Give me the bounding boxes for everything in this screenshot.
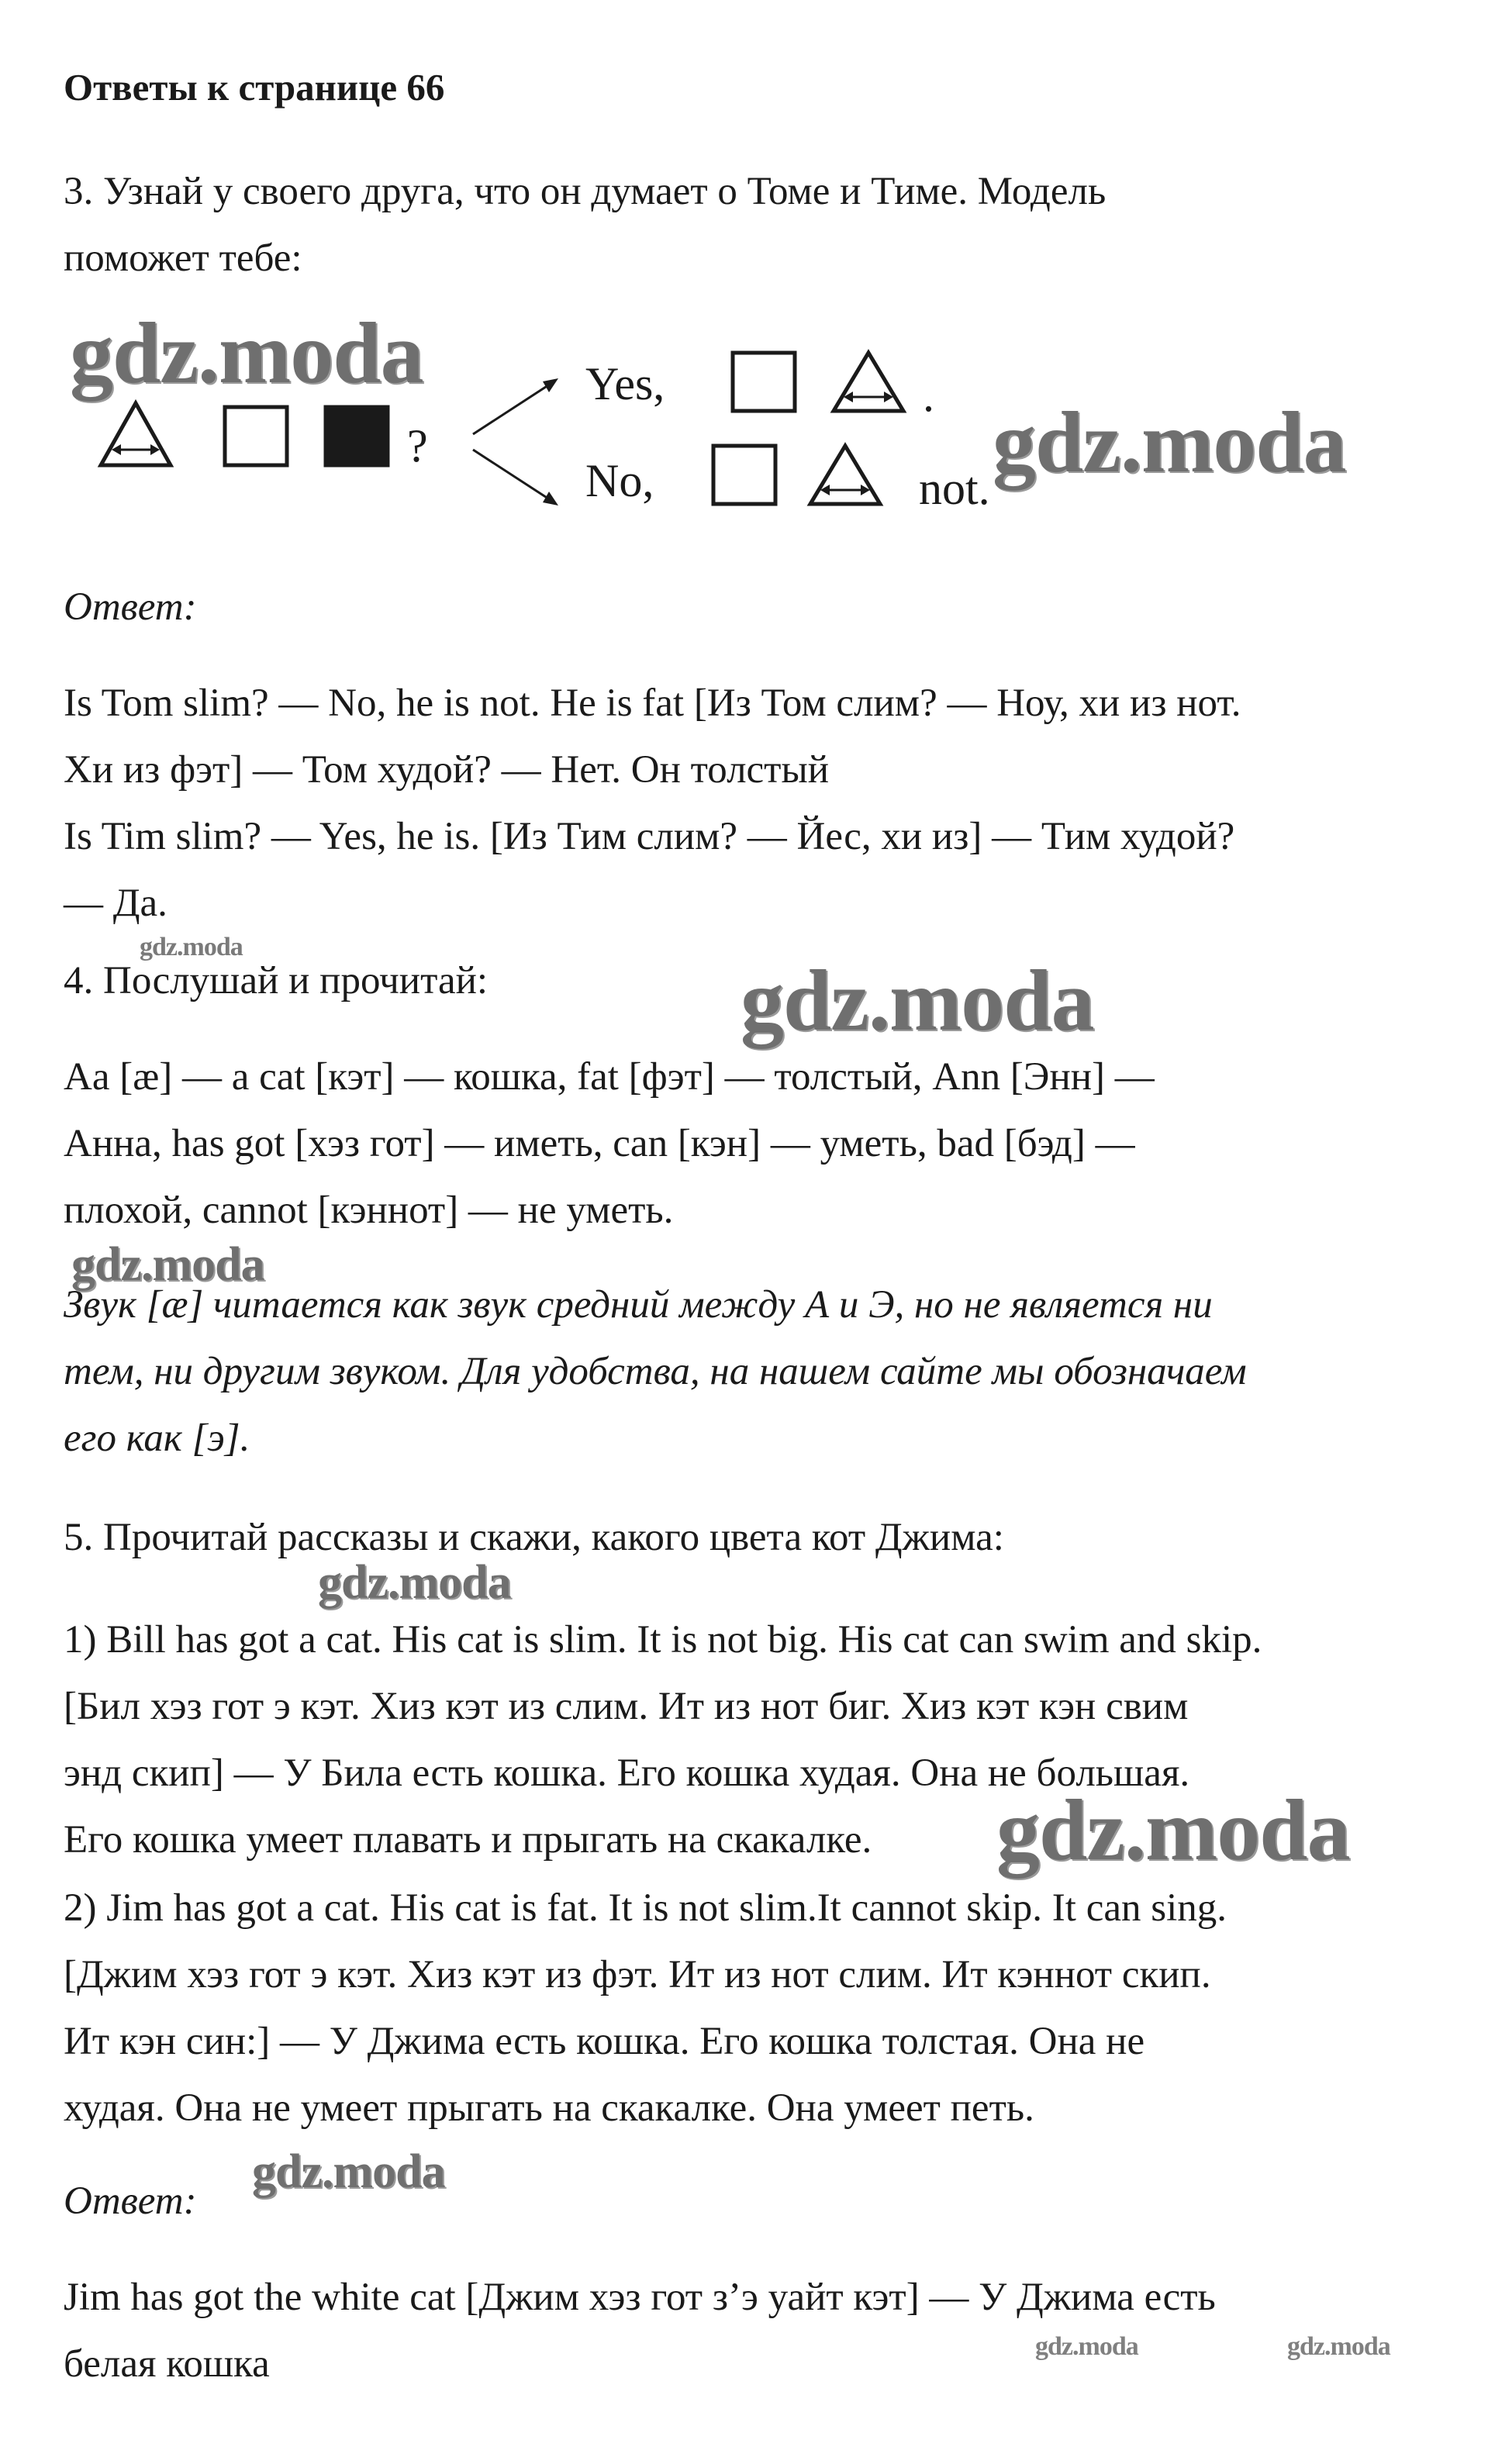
exercise-4-line-2: Анна, has got [хэз гот] — иметь, can [кэн] — уметь, bad [бэд] — — [64, 1122, 1135, 1165]
filled-square-icon — [326, 407, 388, 465]
watermark: gdz.moda — [71, 1238, 264, 1291]
watermark: gdz.moda — [140, 933, 243, 961]
story-1-line-2: [Бил хэз гот э кэт. Хиз кэт из слим. Ит из нот биг. Хиз кэт кэн свим — [64, 1685, 1189, 1728]
watermark: gdz.moda — [993, 395, 1346, 491]
no-label: No, — [585, 455, 654, 506]
answer-1-line-3: Is Tim slim? — Yes, he is. [Из Тим слим? — Йес, хи из] — Тим худой? — [64, 815, 1235, 858]
watermark: gdz.moda — [252, 2145, 445, 2198]
branch-arrows — [473, 378, 558, 506]
watermark: gdz.moda — [996, 1782, 1350, 1879]
answer-2-line-2: белая кошка — [64, 2342, 270, 2386]
watermark: gdz.moda — [1287, 2332, 1390, 2361]
answer-2-line-1: Jim has got the white cat [Джим хэз гот з’э уайт кэт] — У Джима есть — [64, 2276, 1216, 2319]
no-square-icon — [713, 446, 775, 504]
story-1-line-3: энд скип] — У Била есть кошка. Его кошка худая. Она не большая. — [64, 1751, 1190, 1795]
yes-period: . — [923, 370, 934, 421]
answer-label-1: Ответ: — [64, 585, 197, 629]
answer-1-line-4: — Да. — [64, 882, 167, 925]
story-2-line-4: худая. Она не умеет прыгать на скакалке. Она умеет петь. — [64, 2086, 1034, 2130]
empty-square-icon — [225, 407, 287, 465]
exercise-3-line-1: 3. Узнай у своего друга, что он думает о Томе и Тиме. Модель — [64, 170, 1107, 213]
exercise-5-heading: 5. Прочитай рассказы и скажи, какого цвета кот Джима: — [64, 1516, 1004, 1559]
no-ending: not. — [919, 463, 990, 514]
watermark: gdz.moda — [1035, 2332, 1138, 2361]
story-1-line-4: Его кошка умеет плавать и прыгать на скакалке. — [64, 1818, 872, 1862]
watermark: gdz.moda — [741, 953, 1094, 1049]
exercise-4-line-3: плохой, cannot [кэннот] — не уметь. — [64, 1189, 674, 1232]
page-title: Ответы к странице 66 — [64, 66, 445, 109]
answer-1-line-1: Is Tom slim? — No, he is not. He is fat [Из Том слим? — Ноу, хи из нот. — [64, 682, 1241, 725]
exercise-4-note-line-2: тем, ни другим звуком. Для удобства, на нашем сайте мы обозначаем — [64, 1350, 1247, 1393]
answer-label-2: Ответ: — [64, 2179, 197, 2223]
story-1-line-1: 1) Bill has got a cat. His cat is slim. It is not big. His cat can swim and skip. — [64, 1618, 1262, 1662]
answer-1-line-2: Хи из фэт] — Том худой? — Нет. Он толстый — [64, 748, 830, 792]
story-2-line-1: 2) Jim has got a cat. His cat is fat. It is not slim.It cannot skip. It can sing. — [64, 1886, 1227, 1930]
exercise-4-note-line-3: его как [э]. — [64, 1417, 250, 1460]
exercise-4-heading: 4. Послушай и прочитай: — [64, 959, 489, 1003]
yes-triangle-icon — [834, 353, 903, 411]
story-2-line-2: [Джим хэз гот э кэт. Хиз кэт из фэт. Ит из нот слим. Ит кэннот скип. — [64, 1953, 1211, 1996]
story-2-line-3: Ит кэн син:] — У Джима есть кошка. Его кошка толстая. Она не — [64, 2020, 1145, 2063]
watermark: gdz.moda — [70, 305, 423, 402]
yes-label: Yes, — [585, 358, 665, 409]
triangle-arrow-icon — [101, 403, 171, 465]
watermark: gdz.moda — [318, 1556, 511, 1609]
exercise-3-line-2: поможет тебе: — [64, 236, 302, 280]
no-triangle-icon — [810, 446, 880, 504]
exercise-4-note-line-1: Звук [æ] читается как звук средний между А и Э, но не является ни — [64, 1283, 1213, 1327]
yes-square-icon — [733, 353, 795, 411]
question-mark: ? — [407, 420, 428, 471]
exercise-4-line-1: Aa [æ] — a cat [кэт] — кошка, fat [фэт] — толстый, Ann [Энн] — — [64, 1055, 1155, 1099]
